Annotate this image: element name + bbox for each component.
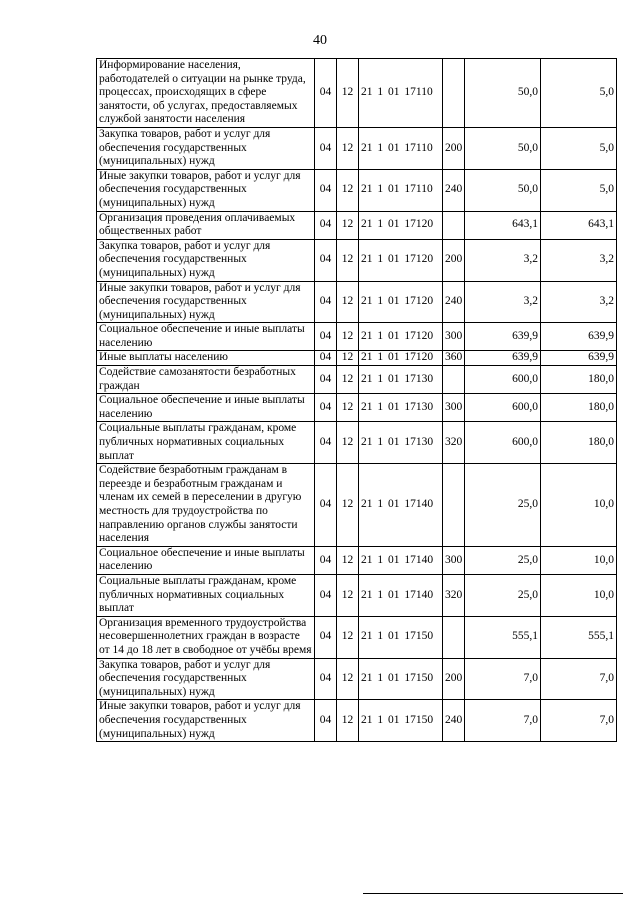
amount-col-1: 639,9 <box>465 351 541 366</box>
amount-col-1: 50,0 <box>465 59 541 128</box>
amount-col-1: 25,0 <box>465 574 541 616</box>
page-number: 40 <box>313 33 327 48</box>
expense-type-code: 240 <box>443 281 465 323</box>
target-article-code: 21 1 01 17130 <box>359 366 443 394</box>
expense-type-code: 300 <box>443 323 465 351</box>
expense-type-code: 200 <box>443 127 465 169</box>
subsection-code: 12 <box>337 616 359 658</box>
amount-col-2: 5,0 <box>541 59 617 128</box>
row-name: Содействие самозанятости безработных граждан <box>97 366 315 394</box>
subsection-code: 12 <box>337 700 359 742</box>
amount-col-2: 3,2 <box>541 239 617 281</box>
table-row <box>97 127 617 169</box>
amount-col-1: 3,2 <box>465 281 541 323</box>
subsection-code: 12 <box>337 127 359 169</box>
amount-col-1: 7,0 <box>465 658 541 700</box>
table-row <box>97 700 617 742</box>
amount-col-2: 180,0 <box>541 394 617 422</box>
table-row <box>97 59 617 128</box>
section-code: 04 <box>315 239 337 281</box>
amount-col-1: 600,0 <box>465 422 541 464</box>
target-article-code: 21 1 01 17120 <box>359 281 443 323</box>
target-article-code: 21 1 01 17150 <box>359 700 443 742</box>
amount-col-2: 10,0 <box>541 546 617 574</box>
subsection-code: 12 <box>337 366 359 394</box>
amount-col-2: 7,0 <box>541 700 617 742</box>
target-article-code: 21 1 01 17110 <box>359 169 443 211</box>
amount-col-1: 643,1 <box>465 211 541 239</box>
table-row <box>97 169 617 211</box>
table-body <box>97 59 617 742</box>
footer-rule <box>363 893 623 894</box>
section-code: 04 <box>315 546 337 574</box>
table-row <box>97 323 617 351</box>
expense-type-code: 200 <box>443 239 465 281</box>
expense-type-code <box>443 366 465 394</box>
row-name: Содействие безработным гражданам в переезде и безработным гражданам и членам их семей в переселении в другую местность для трудоустройства по направлению органов службы занятости населения <box>97 464 315 547</box>
section-code: 04 <box>315 323 337 351</box>
amount-col-2: 3,2 <box>541 281 617 323</box>
subsection-code: 12 <box>337 281 359 323</box>
subsection-code: 12 <box>337 464 359 547</box>
amount-col-2: 180,0 <box>541 422 617 464</box>
target-article-code: 21 1 01 17110 <box>359 59 443 128</box>
table-row <box>97 366 617 394</box>
amount-col-2: 180,0 <box>541 366 617 394</box>
section-code: 04 <box>315 464 337 547</box>
amount-col-1: 50,0 <box>465 127 541 169</box>
row-name: Иные закупки товаров, работ и услуг для обеспечения государственных (муниципальных) нужд <box>97 169 315 211</box>
section-code: 04 <box>315 169 337 211</box>
section-code: 04 <box>315 211 337 239</box>
section-code: 04 <box>315 394 337 422</box>
target-article-code: 21 1 01 17120 <box>359 211 443 239</box>
target-article-code: 21 1 01 17120 <box>359 323 443 351</box>
amount-col-2: 5,0 <box>541 169 617 211</box>
amount-col-1: 7,0 <box>465 700 541 742</box>
section-code: 04 <box>315 59 337 128</box>
amount-col-2: 555,1 <box>541 616 617 658</box>
table-row <box>97 351 617 366</box>
row-name: Закупка товаров, работ и услуг для обеспечения государственных (муниципальных) нужд <box>97 127 315 169</box>
expense-type-code: 240 <box>443 700 465 742</box>
table-row <box>97 422 617 464</box>
row-name: Закупка товаров, работ и услуг для обеспечения государственных (муниципальных) нужд <box>97 658 315 700</box>
expense-type-code <box>443 616 465 658</box>
amount-col-2: 7,0 <box>541 658 617 700</box>
expense-type-code <box>443 59 465 128</box>
target-article-code: 21 1 01 17140 <box>359 574 443 616</box>
amount-col-1: 50,0 <box>465 169 541 211</box>
target-article-code: 21 1 01 17140 <box>359 546 443 574</box>
amount-col-2: 10,0 <box>541 464 617 547</box>
amount-col-2: 10,0 <box>541 574 617 616</box>
amount-col-1: 3,2 <box>465 239 541 281</box>
section-code: 04 <box>315 366 337 394</box>
budget-table <box>96 58 617 742</box>
table-row <box>97 239 617 281</box>
expense-type-code: 320 <box>443 422 465 464</box>
subsection-code: 12 <box>337 169 359 211</box>
section-code: 04 <box>315 281 337 323</box>
table-row <box>97 616 617 658</box>
target-article-code: 21 1 01 17120 <box>359 239 443 281</box>
expense-type-code: 320 <box>443 574 465 616</box>
section-code: 04 <box>315 700 337 742</box>
expense-type-code: 300 <box>443 394 465 422</box>
amount-col-1: 639,9 <box>465 323 541 351</box>
subsection-code: 12 <box>337 239 359 281</box>
row-name: Закупка товаров, работ и услуг для обеспечения государственных (муниципальных) нужд <box>97 239 315 281</box>
subsection-code: 12 <box>337 351 359 366</box>
target-article-code: 21 1 01 17120 <box>359 351 443 366</box>
row-name: Социальное обеспечение и иные выплаты населению <box>97 546 315 574</box>
amount-col-1: 600,0 <box>465 366 541 394</box>
subsection-code: 12 <box>337 59 359 128</box>
expense-type-code <box>443 211 465 239</box>
amount-col-2: 643,1 <box>541 211 617 239</box>
target-article-code: 21 1 01 17150 <box>359 616 443 658</box>
table-row <box>97 464 617 547</box>
expense-type-code: 360 <box>443 351 465 366</box>
subsection-code: 12 <box>337 394 359 422</box>
expense-type-code <box>443 464 465 547</box>
row-name: Иные выплаты населению <box>97 351 315 366</box>
section-code: 04 <box>315 127 337 169</box>
expense-type-code: 300 <box>443 546 465 574</box>
amount-col-2: 5,0 <box>541 127 617 169</box>
amount-col-1: 600,0 <box>465 394 541 422</box>
row-name: Социальное обеспечение и иные выплаты населению <box>97 323 315 351</box>
amount-col-1: 25,0 <box>465 464 541 547</box>
amount-col-2: 639,9 <box>541 323 617 351</box>
row-name: Иные закупки товаров, работ и услуг для обеспечения государственных (муниципальных) нужд <box>97 700 315 742</box>
amount-col-1: 25,0 <box>465 546 541 574</box>
row-name: Социальные выплаты гражданам, кроме публичных нормативных социальных выплат <box>97 422 315 464</box>
table-row <box>97 546 617 574</box>
table-row <box>97 574 617 616</box>
target-article-code: 21 1 01 17130 <box>359 422 443 464</box>
subsection-code: 12 <box>337 422 359 464</box>
row-name: Информирование населения, работодателей о ситуации на рынке труда, процессах, происходящих в сфере занятости, об услугах, предоставляемых службой занятости населения <box>97 59 315 128</box>
amount-col-1: 555,1 <box>465 616 541 658</box>
expense-type-code: 200 <box>443 658 465 700</box>
table-row <box>97 394 617 422</box>
amount-col-2: 639,9 <box>541 351 617 366</box>
target-article-code: 21 1 01 17110 <box>359 127 443 169</box>
section-code: 04 <box>315 574 337 616</box>
section-code: 04 <box>315 616 337 658</box>
table-row <box>97 211 617 239</box>
row-name: Социальные выплаты гражданам, кроме публичных нормативных социальных выплат <box>97 574 315 616</box>
subsection-code: 12 <box>337 574 359 616</box>
expense-type-code: 240 <box>443 169 465 211</box>
section-code: 04 <box>315 658 337 700</box>
target-article-code: 21 1 01 17150 <box>359 658 443 700</box>
subsection-code: 12 <box>337 658 359 700</box>
row-name: Организация временного трудоустройства несовершеннолетних граждан в возрасте от 14 до 18 лет в свободное от учёбы время <box>97 616 315 658</box>
row-name: Иные закупки товаров, работ и услуг для обеспечения государственных (муниципальных) нужд <box>97 281 315 323</box>
subsection-code: 12 <box>337 323 359 351</box>
target-article-code: 21 1 01 17140 <box>359 464 443 547</box>
section-code: 04 <box>315 351 337 366</box>
table-row <box>97 281 617 323</box>
subsection-code: 12 <box>337 211 359 239</box>
target-article-code: 21 1 01 17130 <box>359 394 443 422</box>
subsection-code: 12 <box>337 546 359 574</box>
table-row <box>97 658 617 700</box>
section-code: 04 <box>315 422 337 464</box>
row-name: Социальное обеспечение и иные выплаты населению <box>97 394 315 422</box>
row-name: Организация проведения оплачиваемых общественных работ <box>97 211 315 239</box>
